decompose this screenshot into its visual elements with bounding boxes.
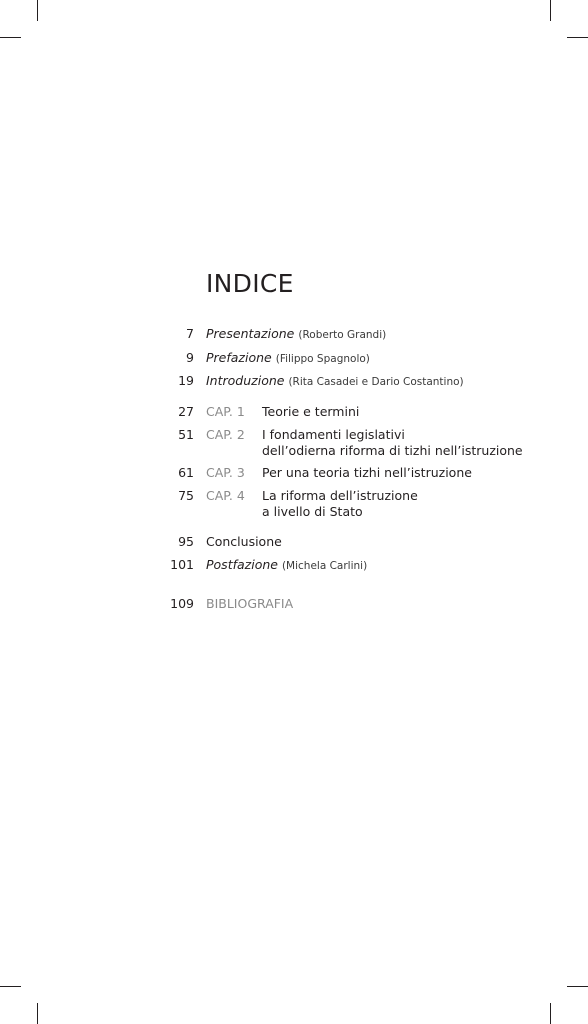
- page-number: 75: [178, 488, 194, 503]
- entry-text: [206, 350, 370, 367]
- chapter-title: Per una teoria tizhi nell’istruzione: [262, 465, 472, 480]
- crop-mark-top-right: [550, 0, 551, 21]
- page-number: 27: [178, 404, 194, 419]
- crop-mark-top-left-h: [0, 37, 21, 38]
- entry-title: Postfazione: [206, 557, 278, 572]
- entry-author: (Roberto Grandi): [298, 329, 387, 341]
- crop-mark-top-right-h: [567, 37, 588, 38]
- chapter-title-line-2: a livello di Stato: [262, 504, 363, 519]
- page-number: 101: [170, 557, 194, 572]
- entry-title: Presentazione: [206, 326, 295, 341]
- entry-title: Conclusione: [206, 534, 282, 549]
- entry-text: [206, 373, 464, 390]
- page-number: 61: [178, 465, 194, 480]
- crop-mark-top-left: [37, 0, 38, 21]
- chapter-title: La riforma dell’istruzione: [262, 488, 418, 503]
- entry-text: [206, 326, 386, 343]
- page-number: 7: [186, 326, 194, 341]
- chapter-title: I fondamenti legislativi: [262, 427, 405, 442]
- entry-text: [206, 557, 367, 574]
- chapter-title-line-2: dell’odierna riforma di tizhi nell’istruzione: [262, 443, 523, 458]
- crop-mark-bottom-right: [550, 1003, 551, 1024]
- page-number: 51: [178, 427, 194, 442]
- page-number: 9: [186, 350, 194, 365]
- page-number: 95: [178, 534, 194, 549]
- crop-mark-bottom-left: [37, 1003, 38, 1024]
- entry-author: (Michela Carlini): [281, 560, 368, 572]
- chapter-label: CAP. 2: [206, 427, 245, 442]
- entry-title: Introduzione: [206, 373, 285, 388]
- entry-author: (Filippo Spagnolo): [275, 353, 370, 365]
- chapter-label: CAP. 4: [206, 488, 245, 503]
- crop-mark-bottom-right-h: [567, 986, 588, 987]
- crop-mark-bottom-left-h: [0, 986, 21, 987]
- entry-title: BIBLIOGRAFIA: [206, 596, 294, 611]
- page-number: 109: [170, 596, 194, 611]
- page-number: 19: [178, 373, 194, 388]
- entry-author: (Rita Casadei e Dario Costantino): [288, 376, 464, 388]
- chapter-label: CAP. 3: [206, 465, 245, 480]
- entry-title: Prefazione: [206, 350, 272, 365]
- chapter-label: CAP. 1: [206, 404, 245, 419]
- chapter-title: Teorie e termini: [262, 404, 360, 419]
- index-title: INDICE: [206, 269, 294, 298]
